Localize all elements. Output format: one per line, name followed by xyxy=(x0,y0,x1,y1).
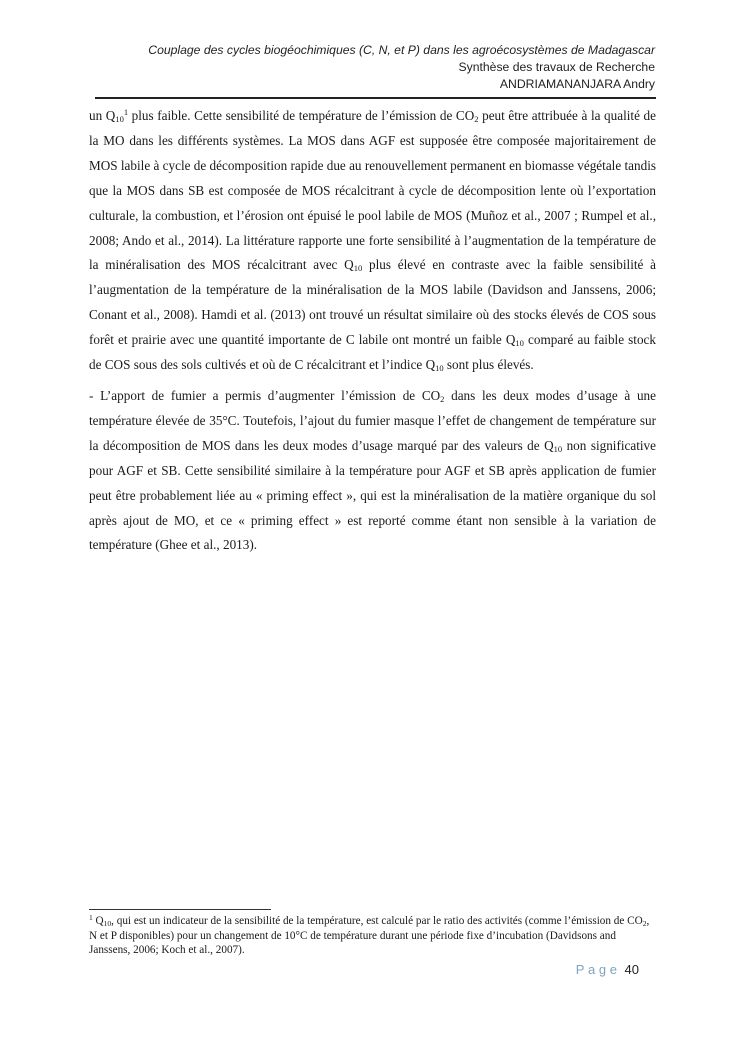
text-run: Q xyxy=(92,915,104,927)
text-run: , N et P disponibles) pour un changement de 10°C de température durant une période fixe d’incubation (Davidsons and Janssens, 2006; Koch et al., 2007). xyxy=(89,915,650,957)
subscript: 10 xyxy=(115,114,124,124)
text-run: un Q xyxy=(89,108,116,123)
paragraph-1 xyxy=(89,104,656,378)
paragraph-2 xyxy=(89,384,656,558)
text-run: peut être attribuée à la qualité de la MO dans les différents systèmes. La MOS dans AGF est supposée être composée majoritairement de MOS labile à cycle de décomposition rapide due au renouvellement permanent en biomasse végétale tandis que la MOS dans SB est composée de MOS récalcitrant à cycle de décomposition lente où l’exportation culturale, la combustion, et l’érosion ont épuisé le pool labile de MOS (Muñoz et al., 2007 ; Rumpel et al., 2008; Ando et al., 2014). La littérature rapporte une forte sensibilité à l’augmentation de la température de la minéralisation des MOS récalcitrant avec Q xyxy=(89,108,656,273)
page-number: 40 xyxy=(624,962,639,977)
text-run: dans les deux modes d’usage à une température élevée de 35°C. Toutefois, l’ajout du fumier masque l’effet de changement de température sur la décomposition de MOS dans les deux modes d’usage marqué par des valeurs de Q xyxy=(89,387,656,453)
footnote-reference[interactable]: 1 xyxy=(123,107,129,117)
header-author: ANDRIAMANANJARA Andry xyxy=(499,77,655,91)
main-text xyxy=(89,104,656,558)
text-run: plus faible. Cette sensibilité de température de l’émission de CO xyxy=(128,108,475,123)
text-run: , qui est un indicateur de la sensibilité de la température, est calculé par le ratio des activités (comme l’émission de CO xyxy=(111,915,643,927)
text-run: non significative pour AGF et SB. Cette sensibilité similaire à la température pour AGF et SB après application de fumier peut être probablement liée au « priming effect », qui est la minéralisation de la matière organique du sol après ajout de MO, et ce « priming effect » est reporté comme étant non sensible à la variation de température (Ghee et al., 2013). xyxy=(89,437,657,553)
text-run: - L’apport de fumier a permis d’augmenter l’émission de CO xyxy=(89,387,441,403)
subscript: 10 xyxy=(553,443,563,454)
subscript: 10 xyxy=(515,338,524,349)
page-header xyxy=(95,42,655,93)
footnote-marker: 1 xyxy=(89,913,93,922)
footnote-separator xyxy=(89,909,271,910)
header-divider xyxy=(95,97,656,99)
subscript: 2 xyxy=(474,114,479,124)
subscript: 10 xyxy=(435,363,444,374)
text-run: comparé au faible stock de COS sous des sols cultivés et où de C récalcitrant et l’indice Q xyxy=(89,332,656,373)
subscript: 10 xyxy=(103,919,112,928)
text-run: sont plus élevés. xyxy=(443,357,534,373)
subscript: 2 xyxy=(440,393,445,404)
footnote xyxy=(89,914,656,958)
page-label: Page xyxy=(575,962,621,977)
subscript: 2 xyxy=(642,919,647,928)
header-subtitle: Synthèse des travaux de Recherche xyxy=(458,60,655,74)
text-run: plus élevé en contraste avec la faible sensibilité à l’augmentation de la température de la minéralisation de la MOS labile (Davidson and Janssens, 2006; Conant et al., 2008). Hamdi et al. (2013) ont trouvé un résultat similaire où des stocks élevés de COS sous forêt et prairie avec une quantité importante de C labile ont montré un faible Q xyxy=(89,257,656,348)
page-number-footer xyxy=(576,962,639,977)
header-document-title: Couplage des cycles biogéochimiques (C, N, et P) dans les agroécosystèmes de Madagascar xyxy=(148,43,655,57)
subscript: 10 xyxy=(353,263,363,274)
